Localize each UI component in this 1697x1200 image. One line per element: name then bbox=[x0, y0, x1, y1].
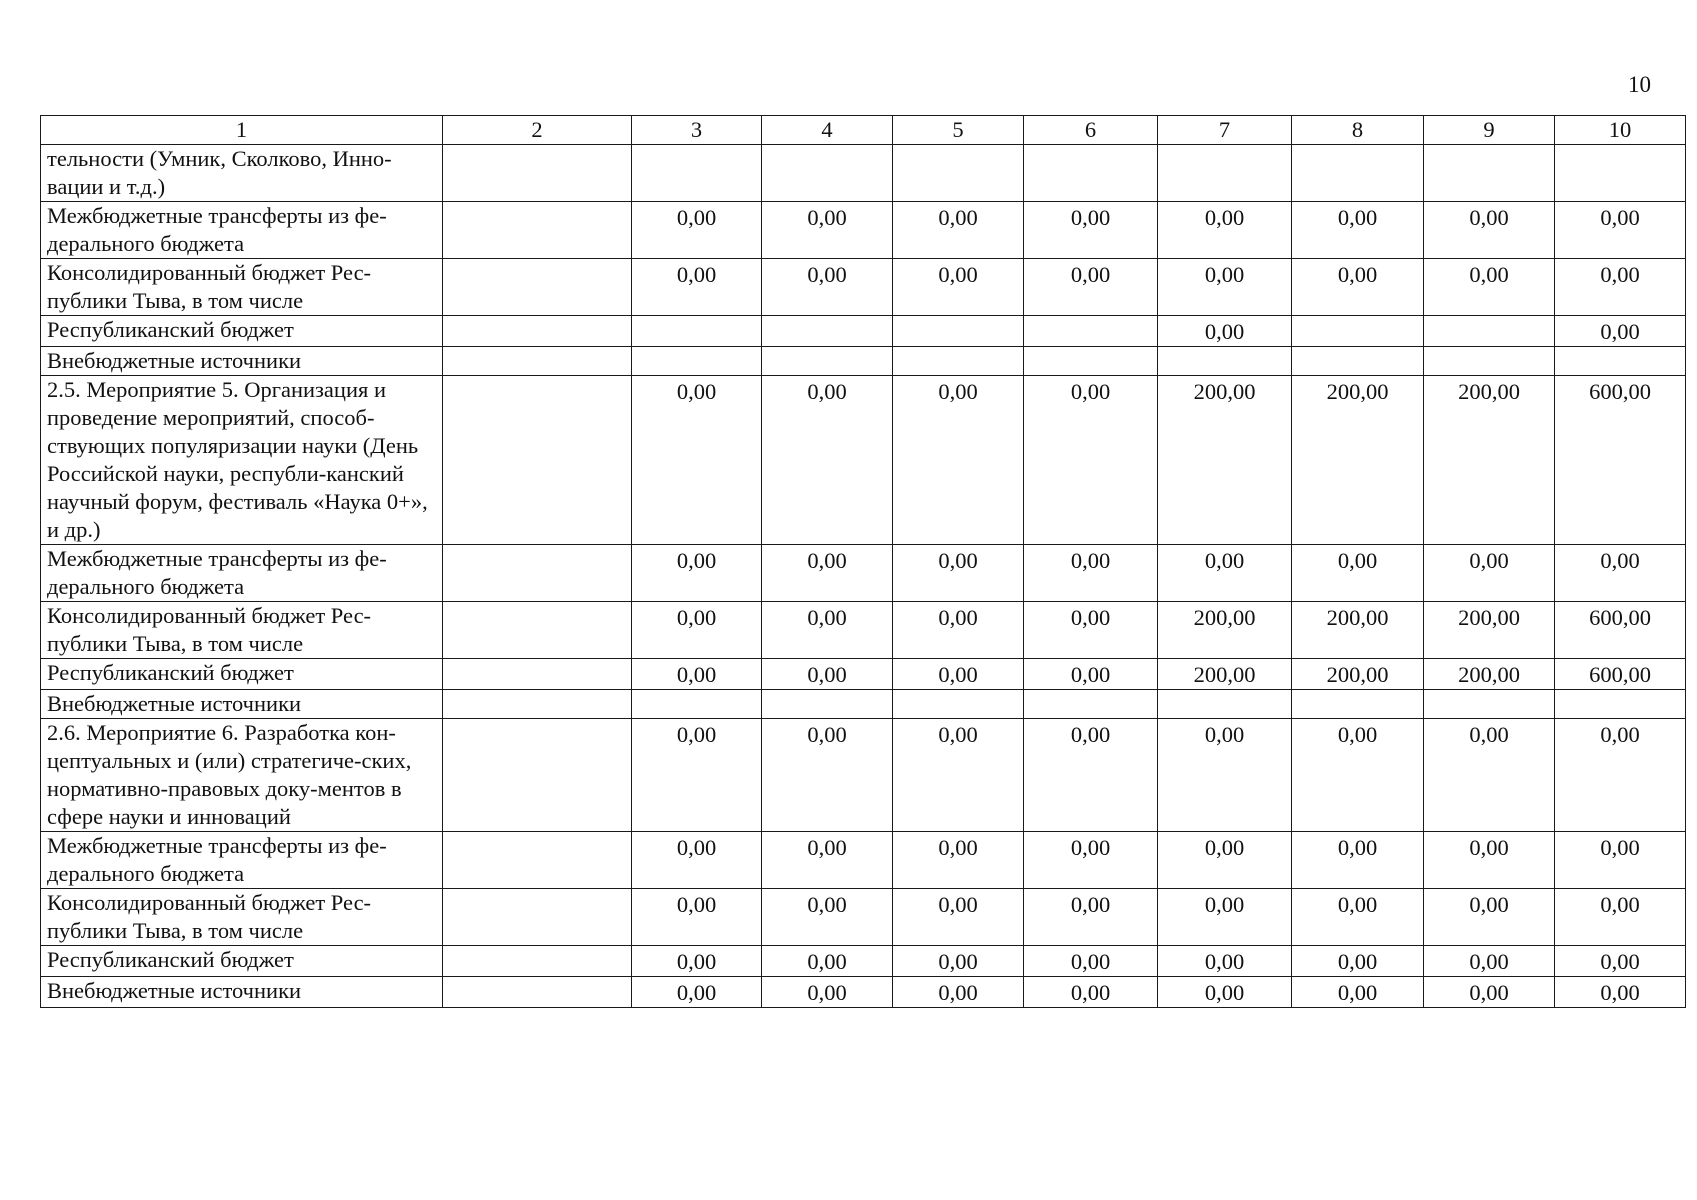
value-cell: 0,00 bbox=[762, 977, 893, 1008]
value-cell bbox=[1292, 316, 1424, 347]
column-2-cell bbox=[443, 977, 632, 1008]
value-cell: 0,00 bbox=[632, 832, 762, 889]
value-cell bbox=[762, 316, 893, 347]
value-cell: 0,00 bbox=[1158, 977, 1292, 1008]
value-cell bbox=[893, 690, 1024, 719]
table-row bbox=[41, 347, 1686, 376]
column-2-cell bbox=[443, 259, 632, 316]
value-cell bbox=[1424, 145, 1555, 202]
value-cell bbox=[1024, 145, 1158, 202]
value-cell: 0,00 bbox=[1555, 202, 1686, 259]
value-cell: 0,00 bbox=[762, 545, 893, 602]
value-cell: 0,00 bbox=[632, 977, 762, 1008]
value-cell: 0,00 bbox=[1555, 545, 1686, 602]
value-cell: 0,00 bbox=[1424, 946, 1555, 977]
row-label-cell: Внебюджетные источники bbox=[41, 977, 443, 1008]
value-cell bbox=[1024, 347, 1158, 376]
value-cell: 0,00 bbox=[1024, 376, 1158, 545]
value-cell: 0,00 bbox=[1555, 316, 1686, 347]
value-cell: 0,00 bbox=[1424, 719, 1555, 832]
value-cell bbox=[1292, 347, 1424, 376]
column-2-cell bbox=[443, 889, 632, 946]
value-cell bbox=[893, 145, 1024, 202]
value-cell: 0,00 bbox=[1024, 977, 1158, 1008]
value-cell: 0,00 bbox=[1024, 889, 1158, 946]
value-cell bbox=[1555, 690, 1686, 719]
value-cell: 0,00 bbox=[1424, 202, 1555, 259]
value-cell bbox=[632, 145, 762, 202]
value-cell: 0,00 bbox=[762, 202, 893, 259]
value-cell: 0,00 bbox=[1555, 977, 1686, 1008]
value-cell: 0,00 bbox=[1555, 719, 1686, 832]
value-cell: 200,00 bbox=[1424, 659, 1555, 690]
value-cell bbox=[1424, 347, 1555, 376]
value-cell bbox=[1292, 145, 1424, 202]
value-cell: 0,00 bbox=[762, 602, 893, 659]
value-cell: 0,00 bbox=[893, 889, 1024, 946]
table-row bbox=[41, 690, 1686, 719]
value-cell bbox=[632, 316, 762, 347]
value-cell: 0,00 bbox=[1158, 889, 1292, 946]
value-cell bbox=[762, 690, 893, 719]
row-label-cell: Внебюджетные источники bbox=[41, 690, 443, 719]
value-cell bbox=[1292, 690, 1424, 719]
value-cell bbox=[1424, 316, 1555, 347]
column-2-cell bbox=[443, 659, 632, 690]
value-cell bbox=[893, 347, 1024, 376]
value-cell: 0,00 bbox=[762, 889, 893, 946]
value-cell bbox=[632, 690, 762, 719]
row-label-cell: 2.5. Мероприятие 5. Организация и проведение мероприятий, способ-ствующих популяризации науки (День Российской науки, республи-канский научный форум, фестиваль «Наука 0+», и др.) bbox=[41, 376, 443, 545]
row-label-cell: 2.6. Мероприятие 6. Разработка кон-цептуальных и (или) стратегиче-ских, нормативно-правовых доку-ментов в сфере науки и инноваций bbox=[41, 719, 443, 832]
value-cell bbox=[762, 347, 893, 376]
row-label-cell: Республиканский бюджет bbox=[41, 946, 443, 977]
value-cell: 0,00 bbox=[1424, 889, 1555, 946]
value-cell: 0,00 bbox=[893, 545, 1024, 602]
value-cell: 0,00 bbox=[893, 376, 1024, 545]
column-header: 2 bbox=[443, 116, 632, 145]
value-cell: 0,00 bbox=[762, 719, 893, 832]
table-row bbox=[41, 659, 1686, 690]
value-cell: 0,00 bbox=[762, 832, 893, 889]
value-cell: 0,00 bbox=[632, 259, 762, 316]
value-cell: 0,00 bbox=[1158, 946, 1292, 977]
row-label-cell: Консолидированный бюджет Рес-публики Тыва, в том числе bbox=[41, 889, 443, 946]
value-cell: 0,00 bbox=[1158, 545, 1292, 602]
column-2-cell bbox=[443, 145, 632, 202]
value-cell: 600,00 bbox=[1555, 659, 1686, 690]
value-cell: 200,00 bbox=[1292, 659, 1424, 690]
column-2-cell bbox=[443, 316, 632, 347]
table-body bbox=[41, 145, 1686, 1008]
value-cell: 200,00 bbox=[1424, 602, 1555, 659]
value-cell: 0,00 bbox=[1292, 977, 1424, 1008]
value-cell: 0,00 bbox=[762, 946, 893, 977]
value-cell bbox=[632, 347, 762, 376]
value-cell: 0,00 bbox=[1555, 889, 1686, 946]
column-header: 7 bbox=[1158, 116, 1292, 145]
value-cell: 0,00 bbox=[1158, 316, 1292, 347]
value-cell: 600,00 bbox=[1555, 602, 1686, 659]
value-cell: 0,00 bbox=[1024, 259, 1158, 316]
row-label-cell: Консолидированный бюджет Рес-публики Тыва, в том числе bbox=[41, 259, 443, 316]
column-header: 1 bbox=[41, 116, 443, 145]
header-row bbox=[41, 116, 1686, 145]
value-cell: 0,00 bbox=[1292, 946, 1424, 977]
value-cell: 0,00 bbox=[632, 202, 762, 259]
value-cell: 0,00 bbox=[1024, 602, 1158, 659]
value-cell: 0,00 bbox=[893, 259, 1024, 316]
column-header: 10 bbox=[1555, 116, 1686, 145]
value-cell: 0,00 bbox=[893, 202, 1024, 259]
table-row bbox=[41, 602, 1686, 659]
column-header: 8 bbox=[1292, 116, 1424, 145]
table-row bbox=[41, 316, 1686, 347]
column-2-cell bbox=[443, 832, 632, 889]
table-row bbox=[41, 202, 1686, 259]
value-cell: 0,00 bbox=[1292, 832, 1424, 889]
value-cell: 0,00 bbox=[893, 659, 1024, 690]
value-cell: 0,00 bbox=[1158, 202, 1292, 259]
value-cell: 0,00 bbox=[1024, 719, 1158, 832]
value-cell: 0,00 bbox=[893, 946, 1024, 977]
value-cell: 0,00 bbox=[1424, 259, 1555, 316]
value-cell bbox=[1555, 347, 1686, 376]
value-cell: 0,00 bbox=[1024, 832, 1158, 889]
column-2-cell bbox=[443, 545, 632, 602]
value-cell: 0,00 bbox=[1024, 545, 1158, 602]
value-cell: 0,00 bbox=[1158, 259, 1292, 316]
value-cell: 0,00 bbox=[1555, 832, 1686, 889]
value-cell: 200,00 bbox=[1158, 376, 1292, 545]
value-cell: 0,00 bbox=[1292, 719, 1424, 832]
value-cell bbox=[762, 145, 893, 202]
value-cell: 0,00 bbox=[1292, 889, 1424, 946]
column-2-cell bbox=[443, 347, 632, 376]
value-cell: 0,00 bbox=[1024, 659, 1158, 690]
value-cell: 0,00 bbox=[1292, 545, 1424, 602]
column-header: 5 bbox=[893, 116, 1024, 145]
row-label-cell: Межбюджетные трансферты из фе-дерального бюджета bbox=[41, 832, 443, 889]
value-cell: 0,00 bbox=[632, 719, 762, 832]
table-row bbox=[41, 832, 1686, 889]
table-row bbox=[41, 719, 1686, 832]
value-cell: 0,00 bbox=[1555, 259, 1686, 316]
table-row bbox=[41, 545, 1686, 602]
value-cell bbox=[1158, 690, 1292, 719]
value-cell: 200,00 bbox=[1158, 659, 1292, 690]
value-cell: 200,00 bbox=[1424, 376, 1555, 545]
value-cell: 0,00 bbox=[762, 376, 893, 545]
column-2-cell bbox=[443, 376, 632, 545]
value-cell bbox=[893, 316, 1024, 347]
row-label-cell: Межбюджетные трансферты из фе-дерального бюджета bbox=[41, 545, 443, 602]
value-cell: 600,00 bbox=[1555, 376, 1686, 545]
page-number: 10 bbox=[1628, 72, 1651, 97]
value-cell: 0,00 bbox=[1158, 719, 1292, 832]
value-cell: 200,00 bbox=[1292, 602, 1424, 659]
budget-table bbox=[40, 115, 1686, 1008]
column-header: 9 bbox=[1424, 116, 1555, 145]
value-cell: 0,00 bbox=[1158, 832, 1292, 889]
value-cell bbox=[1424, 690, 1555, 719]
value-cell: 0,00 bbox=[632, 545, 762, 602]
value-cell: 200,00 bbox=[1158, 602, 1292, 659]
value-cell bbox=[1024, 690, 1158, 719]
table-row bbox=[41, 977, 1686, 1008]
column-2-cell bbox=[443, 202, 632, 259]
row-label-cell: Внебюджетные источники bbox=[41, 347, 443, 376]
value-cell: 0,00 bbox=[1292, 202, 1424, 259]
value-cell bbox=[1024, 316, 1158, 347]
value-cell: 0,00 bbox=[893, 977, 1024, 1008]
value-cell: 0,00 bbox=[893, 719, 1024, 832]
column-2-cell bbox=[443, 602, 632, 659]
row-label-cell: Межбюджетные трансферты из фе-дерального бюджета bbox=[41, 202, 443, 259]
row-label-cell: Консолидированный бюджет Рес-публики Тыва, в том числе bbox=[41, 602, 443, 659]
value-cell: 200,00 bbox=[1292, 376, 1424, 545]
column-2-cell bbox=[443, 946, 632, 977]
value-cell: 0,00 bbox=[893, 832, 1024, 889]
value-cell: 0,00 bbox=[1024, 202, 1158, 259]
value-cell bbox=[1555, 145, 1686, 202]
row-label-cell: тельности (Умник, Сколково, Инно-вации и т.д.) bbox=[41, 145, 443, 202]
column-2-cell bbox=[443, 690, 632, 719]
value-cell: 0,00 bbox=[632, 889, 762, 946]
value-cell: 0,00 bbox=[632, 659, 762, 690]
value-cell bbox=[1158, 145, 1292, 202]
value-cell: 0,00 bbox=[1424, 832, 1555, 889]
value-cell: 0,00 bbox=[1555, 946, 1686, 977]
value-cell bbox=[1158, 347, 1292, 376]
column-header: 4 bbox=[762, 116, 893, 145]
table-row bbox=[41, 376, 1686, 545]
column-header: 3 bbox=[632, 116, 762, 145]
column-2-cell bbox=[443, 719, 632, 832]
value-cell: 0,00 bbox=[632, 376, 762, 545]
value-cell: 0,00 bbox=[1424, 977, 1555, 1008]
column-header: 6 bbox=[1024, 116, 1158, 145]
value-cell: 0,00 bbox=[762, 659, 893, 690]
value-cell: 0,00 bbox=[893, 602, 1024, 659]
value-cell: 0,00 bbox=[1424, 545, 1555, 602]
row-label-cell: Республиканский бюджет bbox=[41, 659, 443, 690]
table-row bbox=[41, 145, 1686, 202]
value-cell: 0,00 bbox=[1292, 259, 1424, 316]
table-row bbox=[41, 946, 1686, 977]
table-row bbox=[41, 259, 1686, 316]
row-label-cell: Республиканский бюджет bbox=[41, 316, 443, 347]
value-cell: 0,00 bbox=[632, 602, 762, 659]
value-cell: 0,00 bbox=[1024, 946, 1158, 977]
table-row bbox=[41, 889, 1686, 946]
value-cell: 0,00 bbox=[632, 946, 762, 977]
value-cell: 0,00 bbox=[762, 259, 893, 316]
